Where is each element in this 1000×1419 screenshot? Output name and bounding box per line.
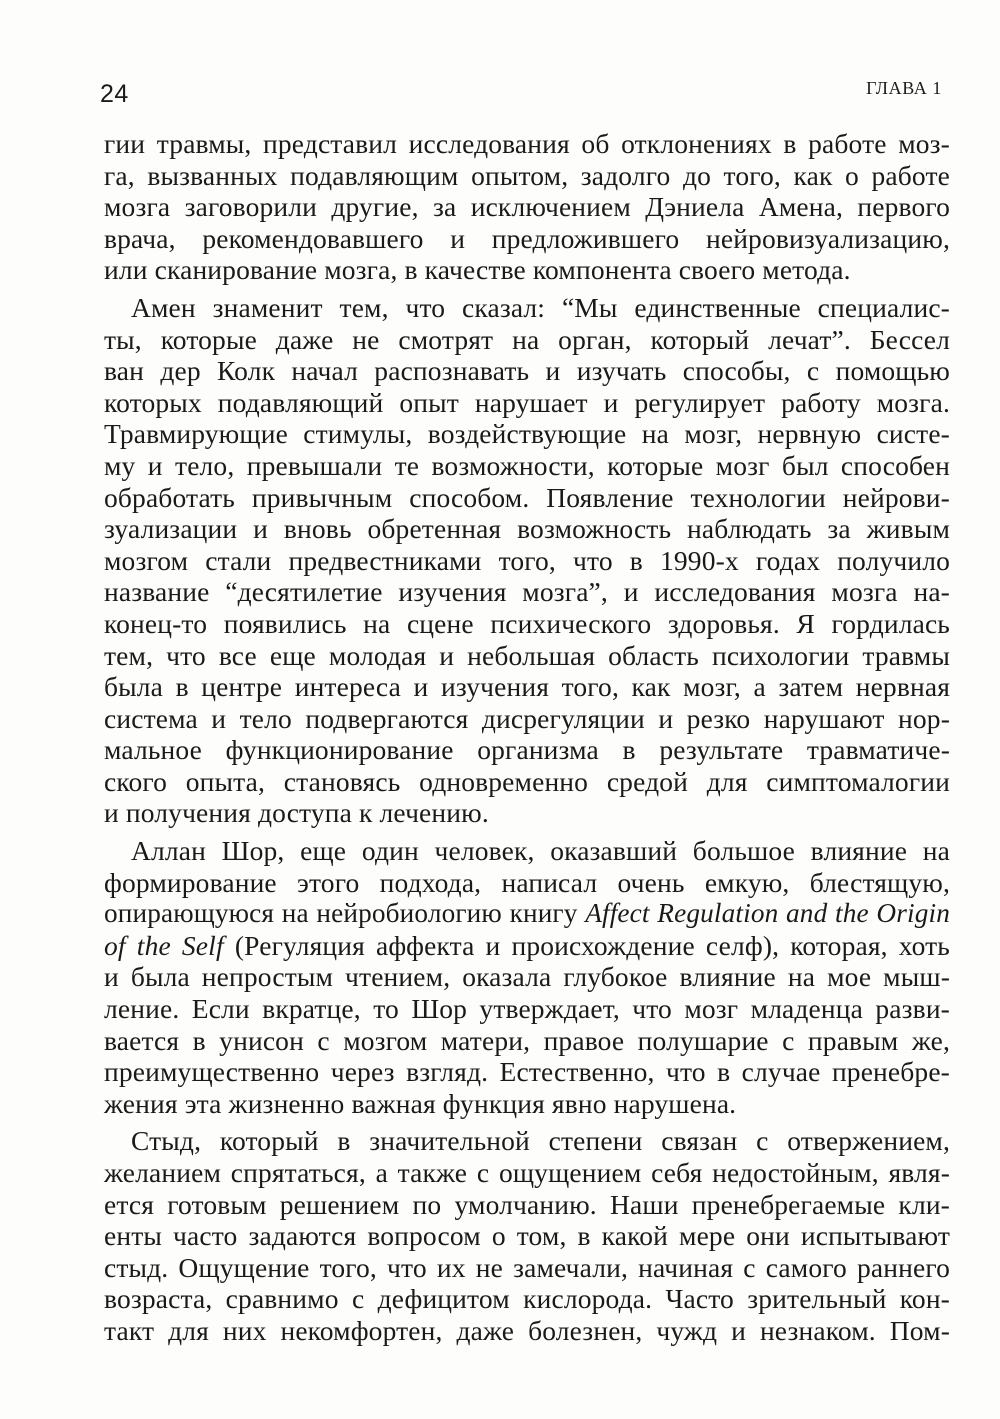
text-line: Амен знаменит тем, что сказал: “Мы единственные специалис- xyxy=(131,291,950,323)
text-line: система и тело подвергаются дисрегуляции и резко нарушают нор- xyxy=(104,702,950,734)
text-line: ется готовым решением по умолчанию. Наши пренебрегаемые кли- xyxy=(104,1188,950,1220)
body-text xyxy=(104,128,950,1388)
text-line: ван дер Колк начал распознавать и изучать способы, с помощью xyxy=(104,355,950,387)
text-line: му и тело, превышали те возможности, которые мозг был способен xyxy=(104,449,950,481)
running-head-chapter: ГЛАВА 1 xyxy=(866,78,942,98)
text-line: тем, что все еще молодая и небольшая область психологии травмы xyxy=(104,639,950,671)
text-line: мальное функционирование организма в результате травматиче- xyxy=(104,734,950,766)
text-fragment: опирающуюся на нейробиологию книгу xyxy=(104,898,586,929)
text-line: Травмирующие стимулы, воздействующие на мозг, нервную систе- xyxy=(104,418,950,450)
text-line: такт для них некомфортен, даже болезнен, чужд и незнаком. Пом- xyxy=(104,1314,950,1346)
text-line: и была непростым чтением, оказала глубокое влияние на мое мыш- xyxy=(104,961,950,993)
page-number: 24 xyxy=(100,80,129,108)
text-line: зуализации и вновь обретенная возможность наблюдать за живым xyxy=(104,513,950,545)
paragraph-2 xyxy=(104,292,950,829)
text-line: обработать привычным способом. Появление технологии нейрови- xyxy=(104,481,950,513)
paragraph-1 xyxy=(104,128,950,286)
text-line: конец-то появились на сцене психического здоровья. Я гордилась xyxy=(104,607,950,639)
text-line-with-title xyxy=(104,898,950,930)
text-line: врача, рекомендовавшего и предложившего нейровизуализацию, xyxy=(104,222,950,254)
text-line: вается в унисон с мозгом матери, правое полушарие с правым же, xyxy=(104,1024,950,1056)
paragraph-3 xyxy=(104,835,950,1119)
page-header xyxy=(100,74,942,110)
text-line: гии травмы, представил исследования об отклонениях в работе моз- xyxy=(104,128,950,159)
text-line: название “десятилетие изучения мозга”, и исследования мозга на- xyxy=(104,576,950,608)
text-line: ского опыта, становясь одновременно средой для симптомалогии xyxy=(104,765,950,797)
text-line: возраста, сравнимо с дефицитом кислорода. Часто зрительный кон- xyxy=(104,1283,950,1315)
text-line: Аллан Шор, еще один человек, оказавший большое влияние на xyxy=(131,835,950,867)
text-fragment: (Регуляция аффекта и происхождение селф), которая, хоть xyxy=(223,929,950,961)
text-line: ление. Если вкратце, то Шор утверждает, что мозг младенца разви- xyxy=(104,993,950,1025)
text-line: формирование этого подхода, написал очень емкую, блестящую, xyxy=(104,866,950,898)
text-line: жения эта жизненно важная функция явно нарушена. xyxy=(104,1087,737,1119)
text-line: енты часто задаются вопросом о том, в какой мере они испытывают xyxy=(104,1220,950,1252)
text-line: стыд. Ощущение того, что их не замечали, начиная с самого раннего xyxy=(104,1251,950,1283)
text-line: ты, которые даже не смотрят на орган, который лечат”. Бессел xyxy=(104,323,950,355)
text-line: была в центре интереса и изучения того, как мозг, а затем нервная xyxy=(104,671,950,703)
text-line-with-title xyxy=(104,930,950,962)
text-line: и получения доступа к лечению. xyxy=(104,797,489,829)
book-title-italic: of the Self xyxy=(104,929,224,961)
text-line: мозга заговорили другие, за исключением Дэниела Амена, первого xyxy=(104,191,950,223)
text-line: желанием спрятаться, а также с ощущением себя недостойным, явля- xyxy=(104,1157,950,1188)
text-line: или сканирование мозга, в качестве компонента своего метода. xyxy=(104,254,851,286)
text-line: га, вызванных подавляющим опытом, задолго до того, как о работе xyxy=(104,159,950,191)
book-title-italic: Affect Regulation and the Origin xyxy=(585,898,950,929)
text-line: мозгом стали предвестниками того, что в 1990-х годах получило xyxy=(104,544,950,576)
text-line: Стыд, который в значительной степени связан с отвержением, xyxy=(131,1125,950,1157)
text-line: преимущественно через взгляд. Естественно, что в случае пренебре- xyxy=(104,1056,950,1088)
paragraph-4 xyxy=(104,1125,950,1346)
text-line: которых подавляющий опыт нарушает и регулирует работу мозга. xyxy=(104,386,950,418)
